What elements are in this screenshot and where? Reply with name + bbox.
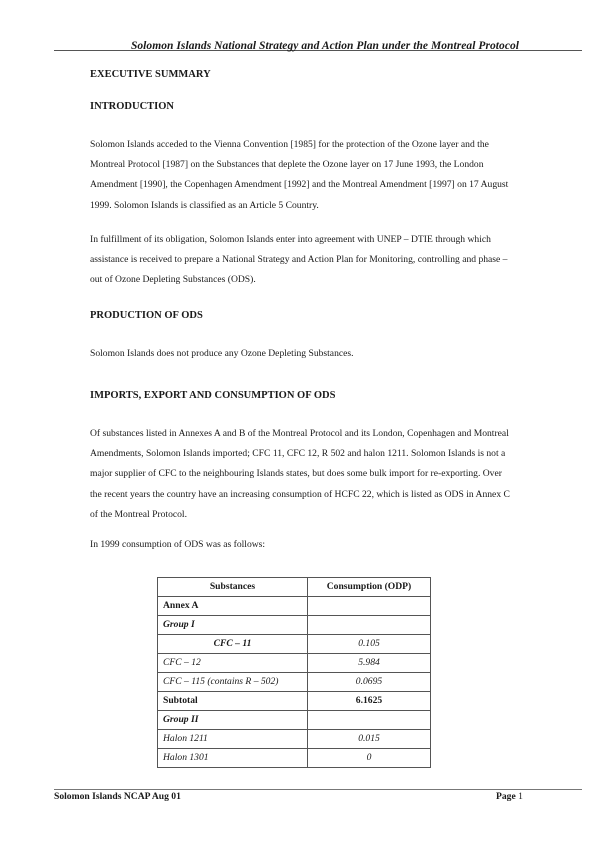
text-line: assistance is received to prepare a National Strategy and Action Plan for Monitoring, controlling and phase – [90,254,508,266]
substance-cell: Group II [158,711,308,730]
imports-heading: IMPORTS, EXPORT AND CONSUMPTION OF ODS [90,390,336,401]
consumption-cell: 0 [308,749,431,768]
consumption-cell: 5.984 [308,654,431,673]
header-title: Solomon Islands National Strategy and Action Plan under the Montreal Protocol [130,40,520,52]
substance-cell: Halon 1301 [158,749,308,768]
page-label: Page [496,791,516,802]
table-row [158,692,431,711]
consumption-cell [308,597,431,616]
table-header-row [158,578,431,597]
introduction-paragraph-2 [90,230,580,291]
text-line: Amendment [1990], the Copenhagen Amendment [1992] and the Montreal Amendment [1997] on 17 August [90,179,509,191]
consumption-cell [308,616,431,635]
imports-paragraph [90,424,580,525]
consumption-cell: 0.0695 [308,673,431,692]
introduction-paragraph-1 [90,135,580,216]
text-line: Solomon Islands does not produce any Ozone Depleting Substances. [90,348,354,359]
text-line: Of substances listed in Annexes A and B of the Montreal Protocol and its London, Copenhagen and Montreal [90,428,509,439]
substance-cell: Halon 1211 [158,730,308,749]
production-paragraph [90,344,580,364]
column-header-substances: Substances [158,578,308,597]
substance-cell: CFC – 11 [158,635,308,654]
executive-summary-heading: EXECUTIVE SUMMARY [90,69,211,80]
table-row [158,730,431,749]
substance-cell: Group I [158,616,308,635]
text-line: out of Ozone Depleting Substances (ODS). [90,274,256,286]
substance-cell: Subtotal [158,692,308,711]
substance-cell: CFC – 115 (contains R – 502) [158,673,308,692]
text-line: In fulfillment of its obligation, Solomon Islands enter into agreement with UNEP – DTIE through which [90,234,491,245]
table-intro [90,535,580,555]
text-line: of the Montreal Protocol. [90,508,187,520]
production-heading: PRODUCTION OF ODS [90,310,203,321]
introduction-heading: INTRODUCTION [90,101,175,112]
table-row [158,597,431,616]
table-row [158,749,431,768]
text-line: Solomon Islands acceded to the Vienna Convention [1985] for the protection of the Ozone layer and the [90,139,489,150]
consumption-cell: 0.105 [308,635,431,654]
consumption-cell: 6.1625 [308,692,431,711]
table-row [158,616,431,635]
ods-consumption-table [157,577,431,768]
consumption-cell [308,711,431,730]
text-line: 1999. Solomon Islands is classified as an Article 5 Country. [90,199,319,211]
table-row [158,635,431,654]
column-header-consumption: Consumption (ODP) [308,578,431,597]
substance-cell: CFC – 12 [158,654,308,673]
text-line: Montreal Protocol [1987] on the Substances that deplete the Ozone layer on 17 June 1993, the London [90,159,484,171]
table-row [158,654,431,673]
footer-page-number [496,791,523,802]
substance-cell: Annex A [158,597,308,616]
text-line: In 1999 consumption of ODS was as follows: [90,539,266,550]
text-line: the recent years the country have an increasing consumption of HCFC 22, which is listed as ODS in Annex C [90,488,510,500]
page-number: 1 [518,791,523,802]
page-footer [54,789,582,802]
page-header [54,36,582,51]
footer-document-id: Solomon Islands NCAP Aug 01 [54,791,181,802]
text-line: Amendments, Solomon Islands imported; CFC 11, CFC 12, R 502 and halon 1211. Solomon Islands is not a [90,448,506,460]
table-row [158,673,431,692]
table-row [158,711,431,730]
consumption-cell: 0.015 [308,730,431,749]
text-line: major supplier of CFC to the neighbouring Islands states, but does some bulk import for re-exporting. Over [90,468,502,480]
